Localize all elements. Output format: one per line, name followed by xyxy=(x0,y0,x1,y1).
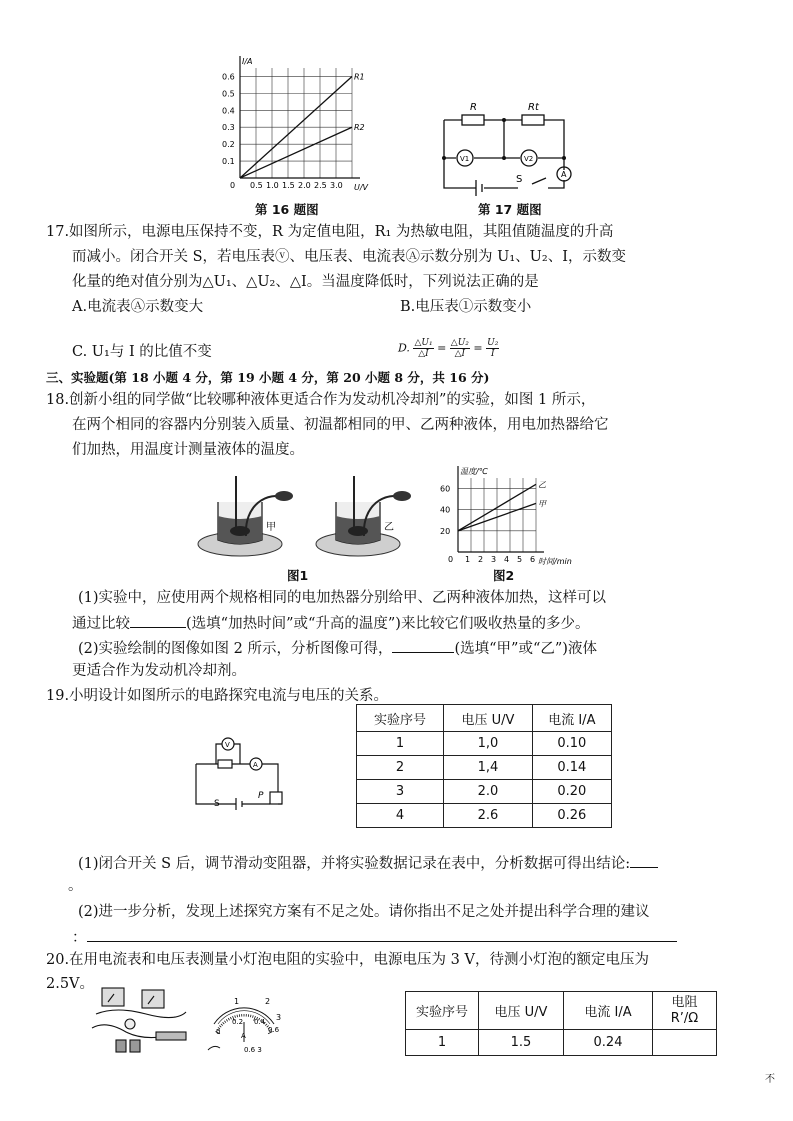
table-cell: 1 xyxy=(357,732,444,756)
x-tick-label: 4 xyxy=(504,555,510,564)
svg-text:A: A xyxy=(241,1032,246,1040)
x-tick-label: 5 xyxy=(517,555,523,564)
table-cell: 0.10 xyxy=(532,732,611,756)
table-header: 电流 I/A xyxy=(532,705,611,732)
q20-line2: 2.5V。 xyxy=(46,976,95,992)
x-tick-label: 2.0 xyxy=(298,181,311,190)
q19-sub1-line2: 。 xyxy=(68,878,83,894)
table-cell: 1,0 xyxy=(444,732,533,756)
svg-text:V1: V1 xyxy=(460,155,470,163)
dial-tick xyxy=(228,1018,229,1020)
fig2-caption: 图2 xyxy=(493,568,515,583)
fig1-caption: 图1 xyxy=(287,568,309,583)
svg-text:Rt: Rt xyxy=(528,102,539,113)
table-cell: 2 xyxy=(357,756,444,780)
q18-line2: 在两个相同的容器内分别装入质量、初温都相同的甲、乙两种液体，用电加热器给它 xyxy=(72,417,609,433)
y-tick-label: 0.5 xyxy=(222,89,235,99)
q19-sub2-line1: (2)进一步分析，发现上述探究方案有不足之处。请你指出不足之处并提出科学合理的建议 xyxy=(78,904,650,920)
svg-text:S: S xyxy=(214,799,220,809)
q17-option-b[interactable]: B.电压表①示数变小 xyxy=(400,299,532,315)
table-cell: 3 xyxy=(357,780,444,804)
svg-text:P: P xyxy=(258,791,264,801)
dial-tick xyxy=(250,1015,251,1017)
dial-tick xyxy=(221,1024,223,1026)
q17-line1: 17.如图所示，电源电压保持不变，R 为定值电阻，R₁ 为热敏电阻，其阻值随温度的升高 xyxy=(46,224,614,240)
svg-text:A: A xyxy=(561,170,567,179)
x-tick-label: 3 xyxy=(491,555,497,564)
q19-table xyxy=(356,704,612,828)
dial-tick xyxy=(265,1024,267,1026)
q20-meter-dial xyxy=(204,994,284,1054)
q17-line2: 而减小。闭合开关 S，若电压表ⓥ、电压表、电流表Ⓐ示数分别为 U₁、U₂、I，示数变 xyxy=(72,249,626,265)
y-tick-label: 0.2 xyxy=(222,140,235,150)
svg-text:0.6: 0.6 xyxy=(268,1026,280,1034)
q18-sub1-line1: (1)实验中，应使用两个规格相同的电加热器分别给甲、乙两种液体加热，这样可以 xyxy=(78,590,607,606)
origin-label: 0 xyxy=(230,181,236,190)
table-cell: 2.0 xyxy=(444,780,533,804)
q19-sub2-line2: ： xyxy=(72,926,677,948)
table-cell: 0.20 xyxy=(532,780,611,804)
table-cell: 0.26 xyxy=(532,804,611,828)
table-cell[interactable] xyxy=(653,1030,717,1056)
resistor-Rt xyxy=(522,115,544,125)
q20-apparatus xyxy=(86,984,196,1056)
y-axis-label: I/A xyxy=(242,57,253,66)
y-tick-label: 0.6 xyxy=(222,72,235,82)
svg-text:甲: 甲 xyxy=(266,522,276,533)
y-tick-label: 0.4 xyxy=(222,106,235,116)
series-label: 甲 xyxy=(538,499,546,509)
q18-blank-1[interactable] xyxy=(130,612,186,628)
dial-tick xyxy=(223,1022,225,1024)
q18-sub2-line2: 更适合作为发动机冷却剂。 xyxy=(72,663,246,679)
x-tick-label: 2 xyxy=(478,555,484,564)
svg-text:V2: V2 xyxy=(524,155,534,163)
table-header: 实验序号 xyxy=(406,992,479,1030)
x-tick-label: 1.0 xyxy=(266,181,279,190)
resistor-R xyxy=(462,115,484,125)
section-3-header: 三、实验题(第 18 小题 4 分，第 19 小题 4 分，第 20 小题 8 分，共 16 分) xyxy=(46,370,490,385)
fig16-caption: 第 16 题图 xyxy=(255,202,319,217)
svg-text:3: 3 xyxy=(276,1013,282,1022)
beaker-yi xyxy=(316,476,411,556)
origin-label: 0 xyxy=(448,555,454,564)
table-cell[interactable]: 0.24 xyxy=(564,1030,653,1056)
x-tick-label: 1 xyxy=(465,555,471,564)
table-cell: 1 xyxy=(406,1030,479,1056)
x-tick-label: 6 xyxy=(530,555,536,564)
table-header: 电流 I/A xyxy=(564,992,653,1030)
table-cell: 1,4 xyxy=(444,756,533,780)
table-header: 电压 U/V xyxy=(444,705,533,732)
dial-tick xyxy=(237,1015,238,1017)
svg-text:2: 2 xyxy=(265,997,271,1006)
table-header: 电阻 R’/Ω xyxy=(653,992,717,1030)
y-tick-label: 0.1 xyxy=(222,157,235,167)
table-header: 电压 U/V xyxy=(479,992,564,1030)
y-tick-label: 20 xyxy=(440,526,451,536)
table-header: 实验序号 xyxy=(357,705,444,732)
x-tick-label: 0.5 xyxy=(250,181,263,190)
svg-text:0.2: 0.2 xyxy=(232,1018,244,1026)
fig16-graph xyxy=(218,52,368,194)
q19-line1: 19.小明设计如图所示的电路探究电流与电压的关系。 xyxy=(46,688,389,704)
x-tick-label: 2.5 xyxy=(314,181,327,190)
x-tick-label: 1.5 xyxy=(282,181,295,190)
q19-blank-2[interactable] xyxy=(87,926,677,942)
beaker-jia xyxy=(198,476,293,556)
q19-blank-1[interactable] xyxy=(630,852,658,868)
table-cell: 4 xyxy=(357,804,444,828)
fig17-caption: 第 17 题图 xyxy=(478,202,542,217)
q18-blank-2[interactable] xyxy=(392,637,454,653)
y-tick-label: 0.3 xyxy=(222,123,235,133)
series-line xyxy=(240,127,352,178)
y-axis-label: 温度/℃ xyxy=(460,467,488,476)
svg-text:0.4: 0.4 xyxy=(254,1018,266,1026)
q18-line1: 18.创新小组的同学做“比较哪种液体更适合作为发动机冷却剂”的实验，如图 1 所示， xyxy=(46,392,596,408)
svg-text:乙: 乙 xyxy=(384,522,394,533)
q20-line1: 20.在用电流表和电压表测量小灯泡电阻的实验中，电源电压为 3 V，待测小灯泡的额定电压为 xyxy=(46,952,649,968)
q18-sub2-line1: (2)实验绘制的图像如图 2 所示，分析图像可得， (选填“甲”或“乙”)液体 xyxy=(78,637,597,659)
q18-line3: 们加热，用温度计测量液体的温度。 xyxy=(72,442,304,458)
q19-sub1-line1: (1)闭合开关 S 后，调节滑动变阻器，并将实验数据记录在表中，分析数据可得出结论: xyxy=(78,852,658,874)
q20-table xyxy=(405,991,717,1056)
table-cell: 0.14 xyxy=(532,756,611,780)
x-axis-label: U/V xyxy=(354,183,369,192)
fig1-beakers xyxy=(196,476,428,568)
svg-text:V: V xyxy=(225,741,230,749)
svg-text:0.6 3: 0.6 3 xyxy=(244,1046,262,1054)
page-mark: 不 xyxy=(765,1074,775,1085)
q17-option-d[interactable]: D. $\frac{\text{△U₁}}{\triangle I}$ = $\frac{\text{△U₂}}{\triangle I}$ = $\frac{\text{U₂}}{I}$ xyxy=(398,338,499,359)
y-tick-label: 40 xyxy=(440,505,451,515)
table-cell: 2.6 xyxy=(444,804,533,828)
q18-sub1-line2: 通过比较 (选填“加热时间”或“升高的温度”)来比较它们吸收热量的多少。 xyxy=(72,612,589,634)
table-cell: 1.5 xyxy=(479,1030,564,1056)
q19-circuit xyxy=(192,734,288,812)
q17-option-a[interactable]: A.电流表Ⓐ示数变大 xyxy=(72,299,204,315)
svg-text:1: 1 xyxy=(234,997,240,1006)
svg-text:0: 0 xyxy=(216,1028,221,1036)
q17-option-c[interactable]: C. U₁与 I 的比值不变 xyxy=(72,344,212,360)
x-tick-label: 3.0 xyxy=(330,181,343,190)
svg-text:S: S xyxy=(516,174,523,185)
q17-line3: 化量的绝对值分别为△U₁、△U₂、△I。当温度降低时，下列说法正确的是 xyxy=(72,274,539,290)
svg-text:R: R xyxy=(470,102,477,113)
series-label: 乙 xyxy=(538,480,546,490)
svg-text:A: A xyxy=(253,761,258,769)
fig2-graph xyxy=(438,462,572,566)
dial-tick xyxy=(219,1026,221,1028)
series-label: R2 xyxy=(354,123,365,133)
series-label: R1 xyxy=(354,72,365,82)
y-tick-label: 60 xyxy=(440,484,451,494)
x-axis-label: 时间/min xyxy=(538,557,572,566)
dial-tick xyxy=(226,1019,227,1021)
dial-tick xyxy=(224,1021,226,1023)
fig17-circuit xyxy=(436,98,581,194)
